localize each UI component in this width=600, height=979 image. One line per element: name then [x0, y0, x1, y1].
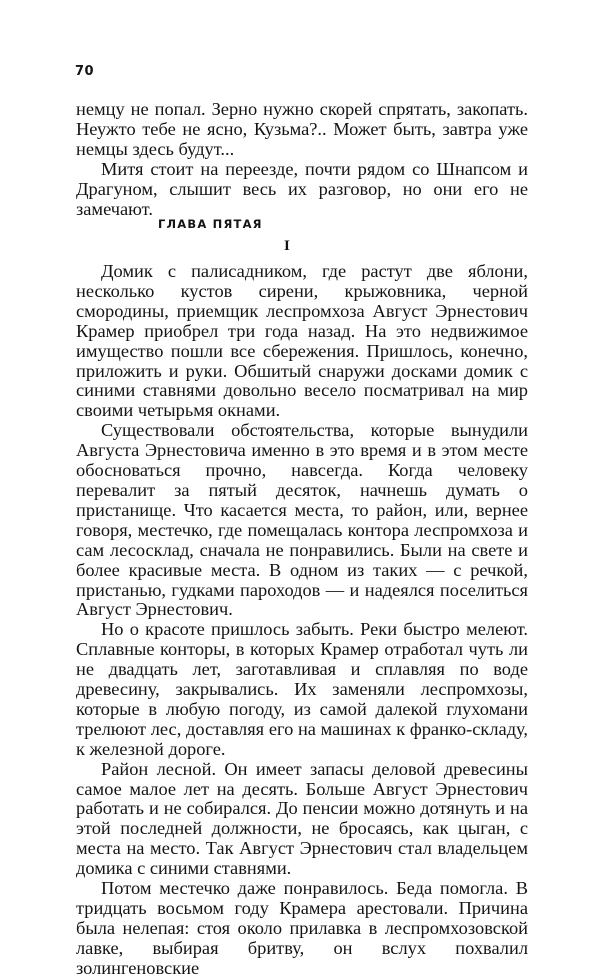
- paragraph: Существовали обстоятельства, которые вынудили Августа Эрнестовича именно в это время и в этом месте обосноваться прочно, навсегда. Когда человеку перевалит за пятый десяток, начнешь думать о пристанище. Что касается места, то район, или, вернее говоря, местечко, где помещалась контора леспромхоза и сам лесосклад, сначала не понравились. Были на свете и более красивые места. В одном из таких — с речкой, пристанью, гудками пароходов — и надеялся поселиться Август Эрнестович.: [76, 420, 528, 620]
- continuation-text: [76, 100, 528, 219]
- chapter-body: [76, 262, 528, 979]
- chapter-title: ГЛАВА ПЯТАЯ: [158, 217, 263, 231]
- paragraph: Потом местечко даже понравилось. Беда помогла. В тридцать восьмом году Крамера арестовали. Причина была нелепая: стоя около прилавка в леспромхозовской лавке, выбирая бритву, он вслух похвалил золингеновские: [76, 878, 528, 978]
- paragraph: Митя стоит на переезде, почти рядом со Шнапсом и Драгуном, слышит весь их разговор, но они его не замечают.: [76, 158, 528, 219]
- paragraph: Район лесной. Он имеет запасы деловой древесины самое малое лет на десять. Больше Август Эрнестович работать и не собирался. До пенсии можно дотянуть и на этой последней должности, не бросаясь, как цыган, с места на место. Так Август Эрнестович стал владельцем домика с синими ставнями.: [76, 758, 528, 879]
- section-number: I: [284, 238, 290, 254]
- page-number: 70: [75, 64, 95, 79]
- paragraph: Но о красоте пришлось забыть. Реки быстро мелеют. Сплавные конторы, в которых Крамер отработал чуть ли не двадцать лет, заготавливая и сплавляя по воде древесину, закрывались. Их заменяли леспромхозы, которые в любую погоду, из самой далекой глухомани трелюют лес, доставляя его на машинах к франко-складу, к железной дороге.: [76, 619, 528, 759]
- paragraph: немцу не попал. Зерно нужно скорей спрятать, закопать. Неужто тебе не ясно, Кузьма?.. Может быть, завтра уже немцы здесь будут...: [76, 99, 528, 159]
- paragraph: Домик с палисадником, где растут две яблони, несколько кустов сирени, крыжовника, черной смородины, приемщик леспромхоза Август Эрнестович Крамер приобрел три года назад. На это недвижимое имущество пошли все сбережения. Пришлось, конечно, приложить и руки. Обшитый снаружи досками домик с синими ставнями довольно весело посматривал на мир своими четырьмя окнами.: [76, 261, 528, 421]
